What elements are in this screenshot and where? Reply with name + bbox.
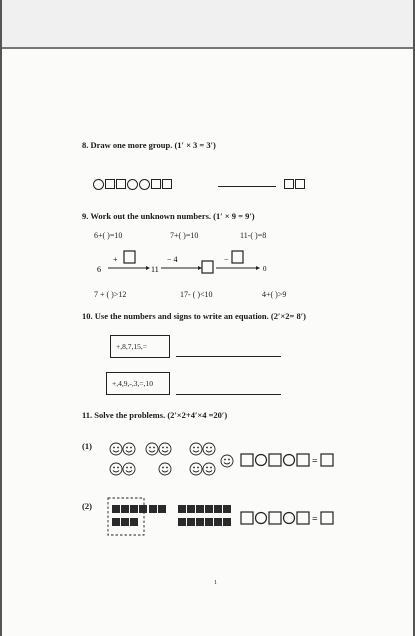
- chain-op-minus: −: [224, 255, 229, 264]
- q9-item-3: 11-( )=8: [240, 231, 267, 240]
- q10-answer-blank-2[interactable]: [176, 394, 281, 395]
- circle-shape: [93, 179, 104, 190]
- q11-block-groups: [106, 496, 238, 538]
- chain-box-3[interactable]: [232, 251, 243, 263]
- q9-item-5: 17- ( )<10: [180, 290, 213, 299]
- equals-sign: =: [312, 514, 318, 525]
- answer-box[interactable]: [269, 454, 281, 466]
- chain-op-minus-4: − 4: [167, 255, 178, 264]
- equals-sign: =: [312, 456, 318, 467]
- circle-shape: [127, 179, 138, 190]
- q10-box-1: +,8,7,15,=: [110, 335, 170, 358]
- q9-number-chain: [94, 248, 284, 276]
- square-shape: [105, 179, 115, 189]
- question-10-title: 10. Use the numbers and signs to write an equation. (2′×2= 8′): [82, 311, 306, 321]
- smiley-icon: [123, 463, 135, 475]
- smiley-icon: [146, 443, 158, 455]
- operator-circle[interactable]: [284, 455, 295, 466]
- q9-item-6: 4+( )>9: [262, 290, 287, 299]
- circle-shape: [139, 179, 150, 190]
- question-8-title: 8. Draw one more group. (1′ × 3 = 3′): [82, 140, 216, 150]
- q10-box-2: +,4,9,-,3,=,10: [106, 372, 170, 395]
- smiley-icon: [159, 443, 171, 455]
- chain-start: 6: [97, 265, 101, 274]
- q11-part-1-label: (1): [82, 441, 92, 451]
- smiley-icon: [159, 463, 171, 475]
- square-shape: [116, 179, 126, 189]
- q9-item-1: 6+( )=10: [94, 231, 123, 240]
- dashed-group-outline: [108, 498, 144, 535]
- q11-p2-equation: [239, 510, 359, 526]
- q10-answer-blank-1[interactable]: [176, 356, 281, 357]
- square-shape: [295, 179, 305, 189]
- q11-part-2-label: (2): [82, 501, 92, 511]
- q8-shape-sequence: [93, 175, 173, 193]
- answer-box[interactable]: [241, 512, 253, 524]
- smiley-icon: [221, 455, 233, 467]
- answer-box[interactable]: [321, 512, 333, 524]
- chain-end: 0: [263, 265, 267, 273]
- smiley-icon: [203, 443, 215, 455]
- page-number: 1: [214, 580, 217, 586]
- operator-circle[interactable]: [284, 513, 295, 524]
- chain-op-plus: +: [113, 255, 118, 264]
- question-9-title: 9. Work out the unknown numbers. (1′ × 9 = 9′): [82, 211, 255, 221]
- smiley-icon: [190, 443, 202, 455]
- square-shape: [162, 179, 172, 189]
- chain-mid: 11: [151, 265, 159, 274]
- chain-box-2[interactable]: [202, 261, 213, 273]
- smiley-icon: [110, 463, 122, 475]
- answer-box[interactable]: [297, 454, 309, 466]
- question-11-title: 11. Solve the problems. (2′×2+4′×4 =20′): [82, 410, 228, 420]
- chain-box-1[interactable]: [124, 251, 135, 263]
- smiley-icon: [110, 443, 122, 455]
- q8-answer-blank[interactable]: [218, 186, 276, 187]
- square-shape: [284, 179, 294, 189]
- q9-item-2: 7+( )=10: [170, 231, 199, 240]
- left-border: [0, 0, 2, 636]
- smiley-icon: [203, 463, 215, 475]
- answer-box[interactable]: [297, 512, 309, 524]
- smiley-icon: [190, 463, 202, 475]
- operator-circle[interactable]: [256, 513, 267, 524]
- q11-smiley-groups: [105, 440, 240, 482]
- square-shape: [151, 179, 161, 189]
- block-group-1: [112, 505, 166, 526]
- q9-item-4: 7 + ( )>12: [94, 290, 127, 299]
- block-group-2: [178, 505, 231, 526]
- smiley-icon: [123, 443, 135, 455]
- q11-p1-equation: [239, 452, 359, 468]
- operator-circle[interactable]: [256, 455, 267, 466]
- answer-box[interactable]: [321, 454, 333, 466]
- top-band: [0, 0, 415, 49]
- answer-box[interactable]: [241, 454, 253, 466]
- answer-box[interactable]: [269, 512, 281, 524]
- q8-answer-shapes: [284, 175, 306, 193]
